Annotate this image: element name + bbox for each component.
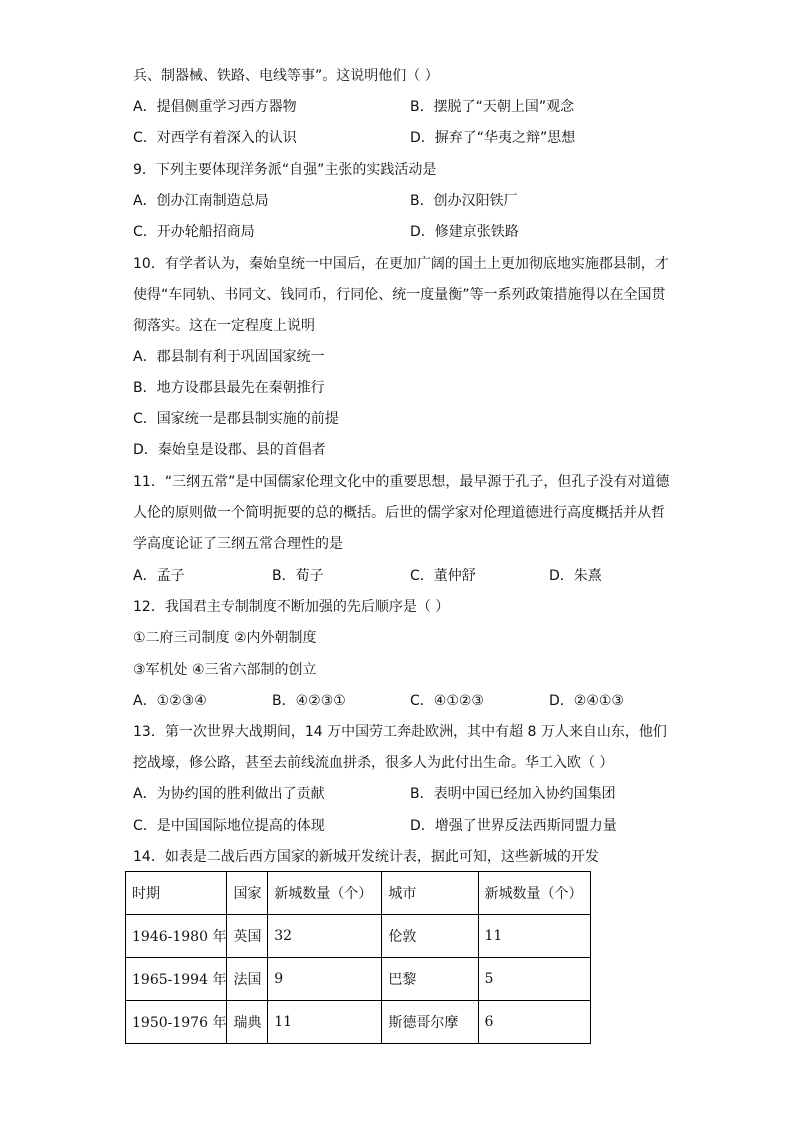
table-row [126, 1001, 591, 1044]
q13-stem-line-2: 挖战壕，修公路，甚至去前线流血拼杀，很多人为此付出生命。华工入欧（ ） [133, 755, 614, 771]
table-cell-city-count: 6 [478, 1001, 591, 1044]
table-cell-city: 斯德哥尔摩 [382, 1001, 478, 1044]
q12-option-c: C．④①②③ [410, 693, 484, 709]
q10-option-b: B．地方设郡县最先在秦朝推行 [133, 380, 325, 396]
q12-option-b: B．④②③① [272, 693, 346, 709]
q9-option-a: A．创办江南制造总局 [133, 193, 269, 209]
table-header-cell: 新城数量（个） [268, 872, 382, 915]
table-header-cell: 国家 [227, 872, 268, 915]
table-cell-count: 11 [268, 1001, 382, 1044]
q11-option-d: D．朱熹 [549, 568, 602, 584]
q13-option-b: B．表明中国已经加入协约国集团 [410, 786, 616, 802]
table-row [126, 915, 591, 958]
q13-stem-line-1: 13．第一次世界大战期间，14 万中国劳工奔赴欧洲，其中有超 8 万人来自山东，他们 [133, 724, 667, 740]
q9-option-c: C．开办轮船招商局 [133, 224, 255, 240]
table-header-row [126, 872, 591, 915]
q8-stem-end: 兵、制器械、铁路、电线等事”。这说明他们（ ） [133, 68, 439, 84]
q13-option-d: D．增强了世界反法西斯同盟力量 [410, 818, 617, 834]
table-header-cell: 城市 [382, 872, 478, 915]
new-town-stats-table [125, 871, 591, 1044]
table-header-cell: 新城数量（个） [478, 872, 591, 915]
q12-items-line-2: ③军机处 ④三省六部制的创立 [133, 662, 317, 678]
q10-stem-line-2: 使得“车同轨、书同文、钱同币，行同伦、统一度量衡”等一系列政策措施得以在全国贯 [133, 287, 666, 303]
table-cell-city: 巴黎 [382, 958, 478, 1001]
table-cell-country: 英国 [227, 915, 268, 958]
q9-option-d: D．修建京张铁路 [410, 224, 519, 240]
q11-stem-line-3: 学高度论证了三纲五常合理性的是 [133, 536, 343, 552]
q8-option-b: B．摆脱了“天朝上国”观念 [410, 99, 575, 115]
q10-option-c: C．国家统一是郡县制实施的前提 [133, 411, 339, 427]
q11-stem-line-1: 11．“三纲五常”是中国儒家伦理文化中的重要思想，最早源于孔子，但孔子没有对道德 [133, 474, 670, 490]
q14-stem: 14．如表是二战后西方国家的新城开发统计表，据此可知，这些新城的开发 [133, 849, 599, 865]
table-cell-count: 32 [268, 915, 382, 958]
q12-items-line-1: ①二府三司制度 ②内外朝制度 [133, 630, 317, 646]
table-cell-period: 1965-1994 年 [126, 958, 227, 1001]
q11-option-a: A．孟子 [133, 568, 185, 584]
table-cell-city-count: 11 [478, 915, 591, 958]
table-cell-period: 1950-1976 年 [126, 1001, 227, 1044]
table-cell-count: 9 [268, 958, 382, 1001]
q13-option-c: C．是中国国际地位提高的体现 [133, 818, 325, 834]
table-cell-country: 瑞典 [227, 1001, 268, 1044]
table-row [126, 958, 591, 1001]
q12-option-d: D．②④①③ [549, 693, 624, 709]
q9-option-b: B．创办汉阳铁厂 [410, 193, 518, 209]
table-header-cell: 时期 [126, 872, 227, 915]
table-cell-country: 法国 [227, 958, 268, 1001]
table-cell-city-count: 5 [478, 958, 591, 1001]
q8-option-a: A．提倡侧重学习西方器物 [133, 99, 297, 115]
q10-option-a: A．郡县制有利于巩固国家统一 [133, 349, 325, 365]
q10-stem-line-3: 彻落实。这在一定程度上说明 [133, 318, 315, 334]
q12-stem: 12．我国君主专制制度不断加强的先后顺序是（ ） [133, 599, 450, 615]
q11-stem-line-2: 人伦的原则做一个简明扼要的总的概括。后世的儒学家对伦理道德进行高度概括并从哲 [133, 505, 665, 521]
table-cell-city: 伦敦 [382, 915, 478, 958]
q12-option-a: A．①②③④ [133, 693, 207, 709]
q11-option-c: C．董仲舒 [410, 568, 476, 584]
q8-option-d: D．摒弃了“华夷之辩”思想 [410, 130, 576, 146]
q11-option-b: B．荀子 [272, 568, 324, 584]
q10-option-d: D．秦始皇是设郡、县的首倡者 [133, 442, 326, 458]
q10-stem-line-1: 10．有学者认为，秦始皇统一中国后，在更加广阔的国土上更加彻底地实施郡县制，才 [133, 256, 669, 272]
q9-stem: 9．下列主要体现洋务派“自强”主张的实践活动是 [133, 162, 437, 178]
table-cell-period: 1946-1980 年 [126, 915, 227, 958]
q13-option-a: A．为协约国的胜利做出了贡献 [133, 786, 325, 802]
q8-option-c: C．对西学有着深入的认识 [133, 130, 297, 146]
